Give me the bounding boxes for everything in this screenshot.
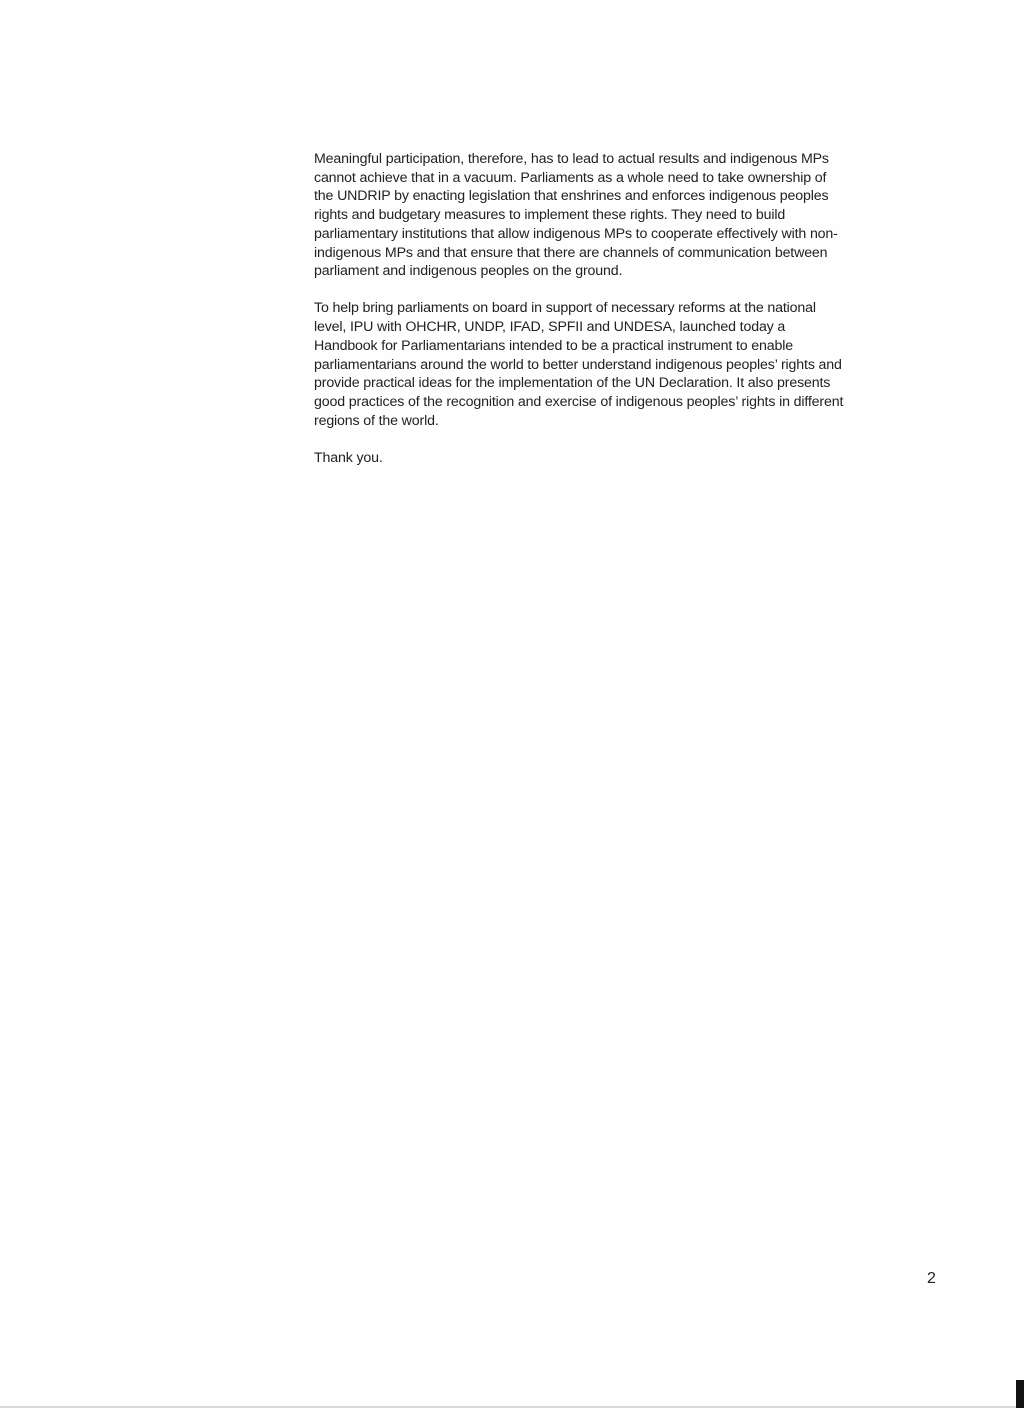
closing-line: Thank you. [314, 449, 383, 466]
paragraph-handbook: To help bring parliaments on board in support of necessary reforms at the national level, IPU with OHCHR, UNDP, IFAD, SPFII and UNDESA, launched today a Handbook for Parliamentarians intended to be a practical instrument to enable parliamentarians around the world to better understand indigenous peoples’ rights and provide practical ideas for the implementation of the UN Declaration. It also presents good practices of the recognition and exercise of indigenous peoples’ rights in different regions of the world. [314, 300, 844, 429]
scan-corner-mark [1016, 1380, 1024, 1408]
page-number: 2 [927, 1270, 936, 1287]
paragraph-participation: Meaningful participation, therefore, has to lead to actual results and indigenous MPs cannot achieve that in a vacuum. Parliaments as a whole need to take ownership of the UNDRIP by enacting legislation that enshrines and enforces indigenous peoples rights and budgetary measures to implement these rights. They need to build parliamentary institutions that allow indigenous MPs to cooperate effectively with non- indigenous MPs and that ensure that there are channels of communication between parliament and indigenous peoples on the ground. [314, 151, 838, 280]
body-text [314, 150, 939, 468]
